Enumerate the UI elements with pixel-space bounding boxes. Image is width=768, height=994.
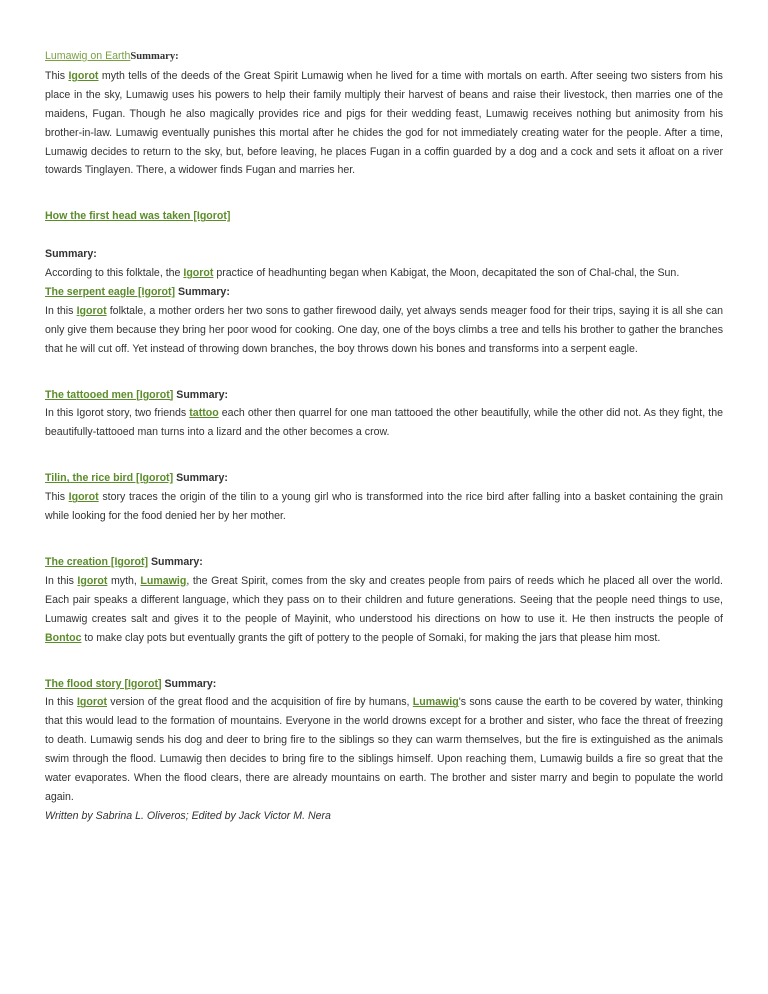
text-run: myth, [107,574,141,587]
text-run: each other then quarrel for one man tattooed the other beautifully, while the other did not. As they fight, the beautifully-tattooed man turns into a lizard and the other becomes a crow. [45,407,723,439]
summary-label: Summary: [45,248,97,261]
link-lumawig[interactable]: Lumawig [412,696,459,709]
summary-label: Summary: [176,472,228,485]
text-run: version of the great flood and the acquisition of fire by humans, [106,696,413,709]
text-run: practice of headhunting began when Kabigat, the Moon, decapitated the son of Chal-chal, the Sun. [213,267,680,280]
summary-text [45,572,723,648]
text-run: In this Igorot story, two friends [45,407,190,420]
text-run: In this [45,574,78,587]
text-run: According to this folktale, the [45,267,184,280]
text-run: , the Great Spirit, comes from the sky and creates people from pairs of reeds which he placed all over the world. Each pair speaks a different language, which they pass on to their children and future generations. Seeing that the people need things to use, Lumawig creates salt and gives it to the people of Mayinit, who understood his directions on how to use it. He then instructs the people of [45,574,723,625]
summary-label: Summary: [130,51,179,62]
link-bontoc[interactable]: Bontoc [45,631,82,644]
summary-text [45,488,723,526]
link-igorot[interactable]: Igorot [77,574,108,587]
link-tattoo[interactable]: tattoo [189,407,219,420]
blank-line [45,226,723,245]
text-run: story traces the origin of the tilin to a young girl who is transformed into the rice bird after falling into a basket containing the grain while looking for the food denied her by her mother. [45,491,723,523]
section-first-head [45,207,723,283]
title-link-serpent-eagle[interactable]: The serpent eagle [Igorot] [45,285,176,298]
summary-text [45,693,723,806]
summary-label: Summary: [178,285,230,298]
text-run: myth tells of the deeds of the Great Spirit Lumawig when he lived for a time with mortals on earth. After seeing two sisters from his place in the sky, Lumawig uses his powers to help their family multiply their harvest of beans and raise their livestock, then marries one of the maidens, Fugan. Though he also magically provides rice and pigs for their wedding feast, Lumawig receives nothing but animosity from his brother-in-law. Lumawig eventually punishes this mortal after he chides the god for not immediately creating water for the people. After a time, Lumawig decides to return to the sky, but, before leaving, he places Fugan in a coffin guarded by a dog and a cock and sets it afloat on a river towards Tinglayen. There, a widower finds Fugan and marries her. [45,69,723,177]
text-run: 's sons cause the earth to be covered by water, thinking that this would lead to the formation of mountains. Everyone in the world drowns except for a brother and sister, who face the threat of freezing to death. Lumawig sends his dog and deer to bring fire to the siblings so they can warm themselves, but the fire is extinguished as the animals swim through the flood. Lumawig then decides to bring fire to the siblings himself. Upon reaching them, Lumawig builds a fire so great that the water evaporates. When the flood clears, there are already mountains on earth. The brother and sister marry and begin to populate the world again. [45,696,723,803]
summary-label: Summary: [176,388,229,401]
link-igorot[interactable]: Igorot [183,267,214,280]
text-run: This [45,491,69,504]
title-link-tilin[interactable]: Tilin, the rice bird [Igorot] [45,472,174,485]
link-igorot[interactable]: Igorot [76,696,107,709]
section-tilin [45,469,723,526]
summary-text [45,67,723,180]
document-body [45,47,723,826]
title-link-tattooed-men[interactable]: The tattooed men [Igorot] [45,388,174,401]
title-link-creation[interactable]: The creation [Igorot] [45,556,148,569]
section-lumawig-on-earth [45,47,723,180]
text-run: to make clay pots but eventually grants the gift of pottery to the people of Somaki, for making the jars that please him most. [81,631,661,644]
summary-text [45,264,723,283]
link-lumawig[interactable]: Lumawig [140,574,187,587]
section-flood [45,675,723,826]
title-link-flood[interactable]: The flood story [Igorot] [45,677,162,690]
link-igorot[interactable]: Igorot [68,69,99,82]
section-creation [45,553,723,648]
author-credit: Written by Sabrina L. Oliveros; Edited by Jack Victor M. Nera [45,809,331,822]
link-igorot[interactable]: Igorot [76,304,107,317]
summary-label: Summary: [164,677,217,690]
section-tattooed-men [45,386,723,443]
text-run: In this [45,696,77,709]
text-run: This [45,69,69,82]
text-run: folktale, a mother orders her two sons to gather firewood daily, yet always sends meager food for their trips, saying it is all she can only give them because they bring her poor wood for cooking. One day, one of the boys climbs a tree and tells his brother to gather the branches that he will cut off. Yet instead of throwing down branches, the boy throws down his bones and transforms into a serpent eagle. [45,304,723,355]
link-igorot[interactable]: Igorot [68,491,99,504]
summary-text [45,302,723,359]
summary-label: Summary: [150,556,203,569]
text-run: In this [45,304,77,317]
title-link-lumawig-on-earth[interactable]: Lumawig on Earth [45,50,131,62]
summary-text [45,404,723,442]
title-link-first-head[interactable]: How the first head was taken [Igorot] [45,210,231,223]
section-serpent-eagle [45,283,723,359]
